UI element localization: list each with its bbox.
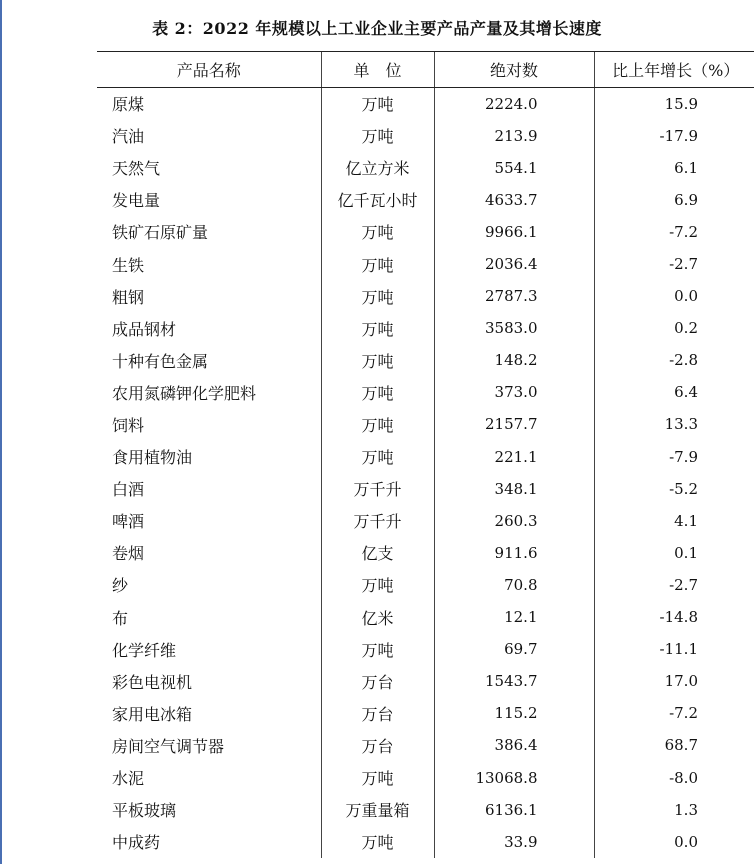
table-row [97,312,754,344]
absolute-value-cell: 2787.3 [434,280,594,312]
absolute-value-cell: 911.6 [434,537,594,569]
growth-rate-cell: -5.2 [594,473,754,505]
growth-rate-cell: -2.7 [594,248,754,280]
table-row [97,344,754,376]
table-row [97,505,754,537]
growth-rate-cell: 15.9 [594,88,754,120]
growth-rate-cell: 13.3 [594,408,754,440]
table-title: 表 2：2022 年规模以上工业企业主要产品产量及其增长速度 [152,19,602,38]
growth-rate-cell: -2.7 [594,569,754,601]
absolute-value-cell: 33.9 [434,826,594,858]
product-name-cell: 食用植物油 [112,448,193,468]
growth-rate-cell: 6.9 [594,184,754,216]
unit-cell: 万吨 [321,312,434,344]
unit-cell: 万台 [321,697,434,729]
unit-cell: 万吨 [321,376,434,408]
unit-cell: 万吨 [321,280,434,312]
growth-rate-cell: 6.4 [594,376,754,408]
table-row [97,537,754,569]
product-name-cell: 化学纤维 [112,640,177,660]
product-name-cell: 粗钢 [112,287,145,307]
absolute-value-cell: 4633.7 [434,184,594,216]
growth-rate-cell: -11.1 [594,633,754,665]
product-name-cell: 汽油 [112,127,145,147]
product-name-cell: 卷烟 [112,544,145,564]
table-row [97,184,754,216]
unit-cell: 万吨 [321,408,434,440]
absolute-value-cell: 6136.1 [434,794,594,826]
growth-rate-cell: -2.8 [594,344,754,376]
absolute-value-cell: 9966.1 [434,216,594,248]
header-product-name: 产品名称 [97,52,321,88]
table-row [97,441,754,473]
header-absolute-value: 绝对数 [434,52,594,88]
absolute-value-cell: 69.7 [434,633,594,665]
absolute-value-cell: 554.1 [434,152,594,184]
growth-rate-cell: 4.1 [594,505,754,537]
product-name-cell: 原煤 [112,95,145,115]
table-row [97,408,754,440]
product-name-cell: 十种有色金属 [112,351,209,371]
growth-rate-cell: 0.0 [594,826,754,858]
unit-cell: 亿千瓦小时 [321,184,434,216]
absolute-value-cell: 12.1 [434,601,594,633]
table-row [97,761,754,793]
table-row [97,601,754,633]
growth-rate-cell: -7.9 [594,441,754,473]
table-row [97,216,754,248]
absolute-value-cell: 1543.7 [434,665,594,697]
product-name-cell: 平板玻璃 [112,801,177,821]
product-name-cell: 成品钢材 [112,319,177,339]
unit-cell: 万千升 [321,473,434,505]
product-name-cell: 彩色电视机 [112,672,193,692]
growth-rate-cell: 6.1 [594,152,754,184]
table-row [97,152,754,184]
product-name-cell: 天然气 [112,159,161,179]
absolute-value-cell: 2036.4 [434,248,594,280]
table-row [97,633,754,665]
growth-rate-cell: -17.9 [594,120,754,152]
unit-cell: 万吨 [321,88,434,120]
unit-cell: 万吨 [321,216,434,248]
product-name-cell: 农用氮磷钾化学肥料 [112,383,257,403]
product-name-cell: 啤酒 [112,512,145,532]
absolute-value-cell: 348.1 [434,473,594,505]
table-row [97,697,754,729]
growth-rate-cell: 0.2 [594,312,754,344]
product-name-cell: 布 [112,608,129,628]
unit-cell: 万吨 [321,826,434,858]
unit-cell: 万吨 [321,761,434,793]
product-name-cell: 铁矿石原矿量 [112,223,209,243]
growth-rate-cell: 68.7 [594,729,754,761]
table-row [97,826,754,858]
unit-cell: 万吨 [321,569,434,601]
absolute-value-cell: 115.2 [434,697,594,729]
unit-cell: 万台 [321,665,434,697]
product-name-cell: 纱 [112,576,129,596]
table-row [97,729,754,761]
table-row [97,794,754,826]
unit-cell: 亿米 [321,601,434,633]
absolute-value-cell: 13068.8 [434,761,594,793]
table-row [97,280,754,312]
product-output-table [97,51,754,858]
product-name-cell: 水泥 [112,769,145,789]
absolute-value-cell: 2224.0 [434,88,594,120]
unit-cell: 万吨 [321,633,434,665]
table-row [97,473,754,505]
table-row [97,120,754,152]
table-row [97,88,754,120]
unit-cell: 万吨 [321,120,434,152]
unit-cell: 万重量箱 [321,794,434,826]
absolute-value-cell: 213.9 [434,120,594,152]
table-row [97,569,754,601]
growth-rate-cell: 0.0 [594,280,754,312]
product-name-cell: 生铁 [112,255,145,275]
growth-rate-cell: 1.3 [594,794,754,826]
header-unit: 单 位 [321,52,434,88]
table-body [97,88,754,858]
product-name-cell: 家用电冰箱 [112,704,193,724]
unit-cell: 万吨 [321,344,434,376]
header-row [97,52,754,88]
absolute-value-cell: 260.3 [434,505,594,537]
product-name-cell: 发电量 [112,191,161,211]
unit-cell: 亿立方米 [321,152,434,184]
unit-cell: 万千升 [321,505,434,537]
product-name-cell: 白酒 [112,480,145,500]
absolute-value-cell: 2157.7 [434,408,594,440]
unit-cell: 亿支 [321,537,434,569]
growth-rate-cell: -14.8 [594,601,754,633]
growth-rate-cell: 17.0 [594,665,754,697]
unit-cell: 万台 [321,729,434,761]
growth-rate-cell: 0.1 [594,537,754,569]
unit-cell: 万吨 [321,248,434,280]
product-name-cell: 房间空气调节器 [112,736,225,756]
product-name-cell: 中成药 [112,833,161,853]
table-row [97,376,754,408]
header-growth-rate: 比上年增长（%） [594,52,754,88]
absolute-value-cell: 148.2 [434,344,594,376]
product-name-cell: 饲料 [112,415,145,435]
table-row [97,248,754,280]
absolute-value-cell: 70.8 [434,569,594,601]
table-row [97,665,754,697]
absolute-value-cell: 221.1 [434,441,594,473]
absolute-value-cell: 373.0 [434,376,594,408]
absolute-value-cell: 3583.0 [434,312,594,344]
absolute-value-cell: 386.4 [434,729,594,761]
growth-rate-cell: -7.2 [594,697,754,729]
growth-rate-cell: -8.0 [594,761,754,793]
page-left-border [0,0,2,864]
growth-rate-cell: -7.2 [594,216,754,248]
unit-cell: 万吨 [321,441,434,473]
